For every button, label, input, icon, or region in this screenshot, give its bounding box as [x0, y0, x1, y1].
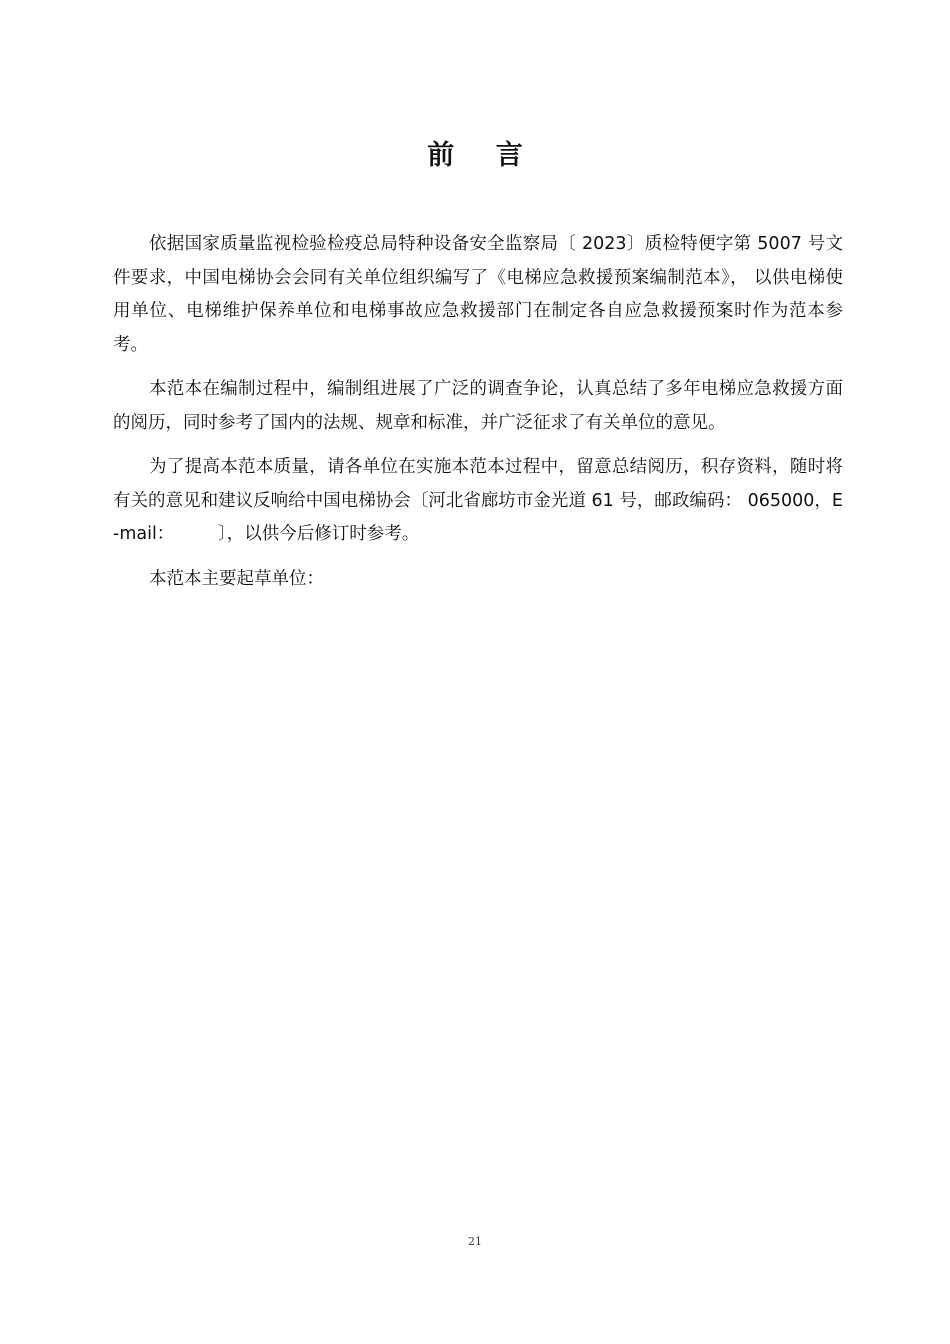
paragraph-drafting-units: 本范本主要起草单位：	[149, 568, 324, 589]
page-title: 前 言	[427, 140, 539, 171]
paragraph-feedback: 为了提高本范本质量，请各单位在实施本范本过程中，留意总结阅历，积存资料，随时将有关的意见和建议反响给中国电梯协会〔河北省廊坊市金光道 61 号，邮政编码： 065000，E-mail： 〕，以供今后修订时参考。	[113, 457, 843, 544]
paragraph-basis: 依据国家质量监视检验检疫总局特种设备安全监察局〔 2023〕质检特便字第 5007 号文件要求，中国电梯协会会同有关单位组织编写了《电梯应急救援预案编制范本》， 以供电梯使用单位、电梯维护保养单位和电梯事故应急救援部门在制定各自应急救援预案时作为范本参考。	[113, 234, 843, 355]
paragraph-compilation: 本范本在编制过程中，编制组进展了广泛的调查争论，认真总结了多年电梯应急救援方面的阅历，同时参考了国内的法规、规章和标准，并广泛征求了有关单位的意见。	[113, 379, 843, 433]
page-number: 21	[468, 1235, 482, 1248]
body-text	[113, 228, 843, 607]
